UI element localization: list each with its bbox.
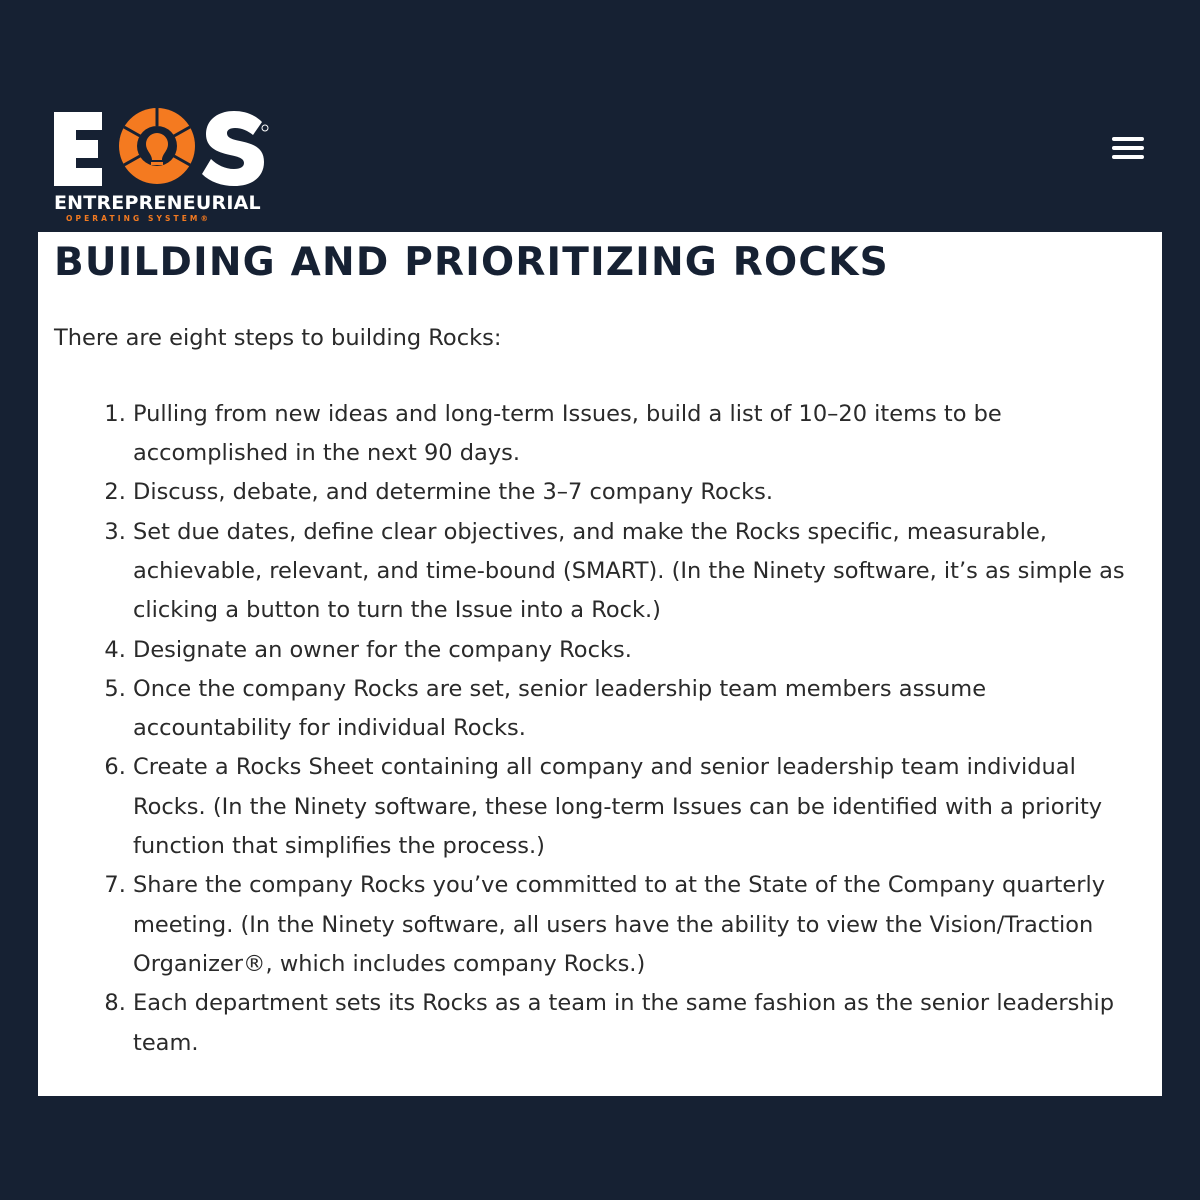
list-item: 1. Pulling from new ideas and long-term Issues, build a list of 10–20 items to be accomplished in the next 90 days.: [133, 395, 1144, 474]
list-item: 3. Set due dates, define clear objectives, and make the Rocks specific, measurable, achievable, relevant, and time-bound (SMART). (In the Ninety software, it’s as simple as clicking a button to turn the Issue into a Rock.): [133, 513, 1144, 631]
article-content: [54, 232, 1144, 1063]
page-frame: [38, 102, 1162, 1096]
intro-text: There are eight steps to building Rocks:: [54, 324, 502, 351]
logo-tagline: OPERATING SYSTEM®: [66, 214, 212, 223]
list-item: 6. Create a Rocks Sheet containing all company and senior leadership team individual Rocks. (In the Ninety software, these long-term Issues can be identified with a priority function that simplifies the process.): [133, 748, 1144, 866]
page-title: BUILDING AND PRIORITIZING ROCKS: [54, 240, 889, 285]
eos-logo[interactable]: [52, 106, 272, 228]
list-item: 2. Discuss, debate, and determine the 3–7 company Rocks.: [133, 473, 1144, 512]
list-item: 4. Designate an owner for the company Rocks.: [133, 631, 1144, 670]
hamburger-icon-bottom: [1112, 155, 1144, 159]
hamburger-icon: [1112, 137, 1144, 141]
logo-name: ENTREPRENEURIAL: [54, 192, 261, 214]
steps-list: [54, 395, 1144, 1063]
list-item: 7. Share the company Rocks you’ve committed to at the State of the Company quarterly meeting. (In the Ninety software, all users have the ability to view the Vision/Traction Organizer®, which includes company Rocks.): [133, 866, 1144, 984]
hamburger-icon-middle: [1112, 146, 1144, 150]
hamburger-menu-button[interactable]: [1104, 124, 1152, 172]
list-item: 8. Each department sets its Rocks as a team in the same fashion as the senior leadership team.: [133, 984, 1144, 1063]
list-item: 5. Once the company Rocks are set, senior leadership team members assume accountability for individual Rocks.: [133, 670, 1144, 749]
eos-logo-mark: [52, 106, 272, 190]
site-header: [38, 102, 1162, 232]
